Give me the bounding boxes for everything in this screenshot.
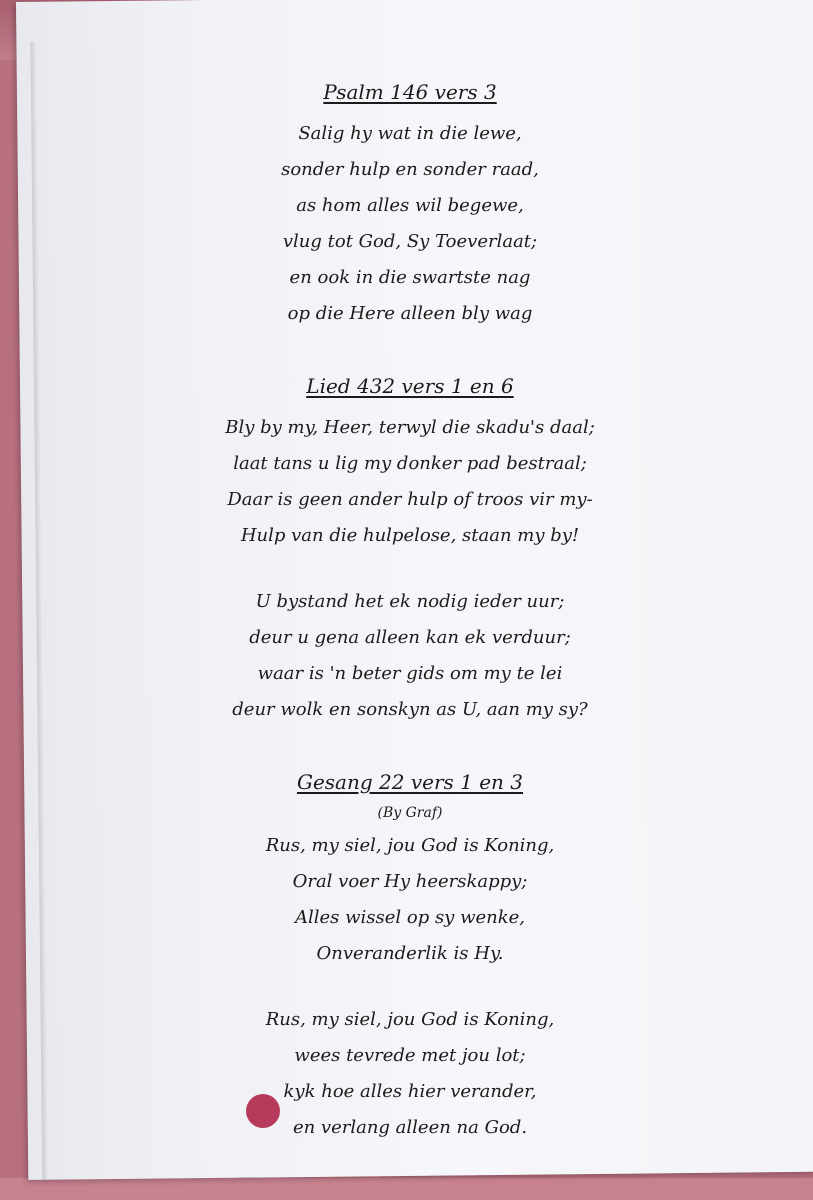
verse-line: as hom alles wil begewe, (296, 195, 524, 216)
verse-line: Rus, my siel, jou God is Koning, (265, 1009, 555, 1030)
stanza (120, 1002, 700, 1146)
stanza (120, 410, 700, 554)
verse-line: deur u gena alleen kan ek verduur; (249, 627, 571, 648)
verse-line: Onveranderlik is Hy. (316, 943, 504, 964)
pink-dot-sticker (246, 1094, 280, 1128)
page-fold (30, 42, 48, 1182)
verse-line: Alles wissel op sy wenke, (294, 907, 526, 928)
section-heading: Gesang 22 vers 1 en 3 (296, 770, 524, 794)
section-subheading: (By Graf) (377, 805, 443, 821)
section-heading: Psalm 146 vers 3 (323, 80, 497, 104)
stanza (120, 116, 700, 332)
section-lied-432 (120, 372, 700, 728)
verse-line: Hulp van die hulpelose, staan my by! (240, 525, 580, 546)
verse-line: Daar is geen ander hulp of troos vir my- (227, 489, 593, 510)
stanza (120, 828, 700, 972)
verse-line: sonder hulp en sonder raad, (281, 159, 539, 180)
verse-line: kyk hoe alles hier verander, (283, 1081, 537, 1102)
verse-line: vlug tot God, Sy Toeverlaat; (282, 231, 538, 252)
section-heading: Lied 432 vers 1 en 6 (306, 374, 514, 398)
verse-line: U bystand het ek nodig ieder uur; (255, 591, 565, 612)
verse-line: waar is 'n beter gids om my te lei (257, 663, 563, 684)
verse-line: Salig hy wat in die lewe, (298, 123, 522, 144)
section-gesang-22 (120, 768, 700, 1146)
verse-line: en ook in die swartste nag (289, 267, 531, 288)
verse-line: laat tans u lig my donker pad bestraal; (233, 453, 587, 474)
verse-line: Bly by my, Heer, terwyl die skadu's daal; (225, 417, 595, 438)
verse-line: Oral voer Hy heerskappy; (292, 871, 528, 892)
verse-line: wees tevrede met jou lot; (294, 1045, 526, 1066)
verse-line: Rus, my siel, jou God is Koning, (265, 835, 555, 856)
verse-line: en verlang alleen na God. (292, 1117, 528, 1138)
stanza (120, 584, 700, 728)
verse-line: deur wolk en sonskyn as U, aan my sy? (232, 699, 588, 720)
verse-line: op die Here alleen bly wag (287, 303, 533, 324)
program-text (120, 78, 700, 1186)
section-psalm-146 (120, 78, 700, 332)
